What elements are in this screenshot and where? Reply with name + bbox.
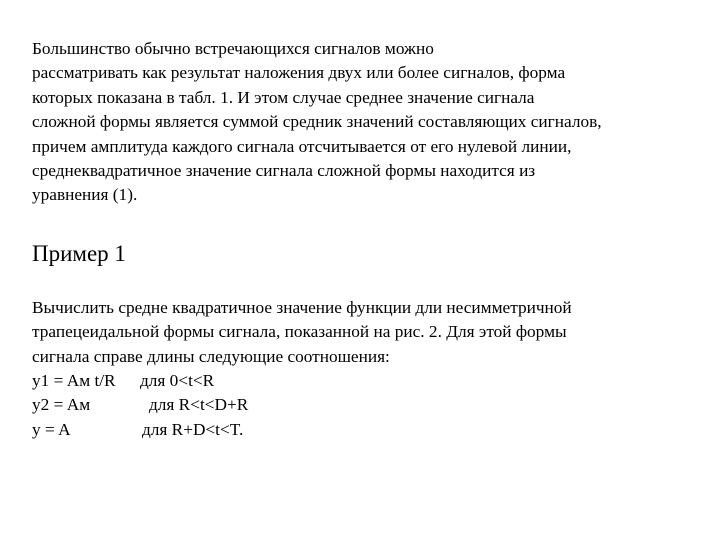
intro-line: Большинство обычно встречающихся сигналов можно	[32, 39, 434, 58]
example-line: трапецеидальной формы сигнала, показанной на рис. 2. Для этой формы	[32, 322, 567, 342]
example-paragraph	[32, 296, 702, 369]
formula-condition: для R+D<t<T.	[142, 419, 244, 439]
intro-line: сложной формы является суммой средник значений составляющих сигналов,	[32, 112, 602, 132]
example-heading: Пример 1	[32, 241, 126, 266]
intro-paragraph	[32, 37, 702, 208]
formula-expression: y = A	[32, 419, 71, 439]
formula-condition: для 0<t<R	[140, 371, 215, 390]
formula-expression: y1 = Aм t/R	[32, 371, 116, 390]
example-line: сигнала справе длины следующие соотношения:	[32, 346, 390, 366]
intro-line: причем амплитуда каждого сигнала отсчитывается от его нулевой линии,	[32, 136, 572, 156]
intro-line: уравнения (1).	[32, 185, 138, 205]
formula-condition: для R<t<D+R	[149, 395, 249, 415]
example-line: Вычислить средне квадратичное значение функции дли несимметричной	[32, 298, 572, 317]
intro-line: среднеквадратичное значение сигнала сложной формы находится из	[32, 161, 536, 181]
formula-expression: y2 = Aм	[32, 395, 91, 415]
intro-line: рассматривать как результат наложения двух или более сигналов, форма	[32, 63, 566, 83]
intro-line: которых показана в табл. 1. И этом случае среднее значение сигнала	[32, 87, 535, 107]
